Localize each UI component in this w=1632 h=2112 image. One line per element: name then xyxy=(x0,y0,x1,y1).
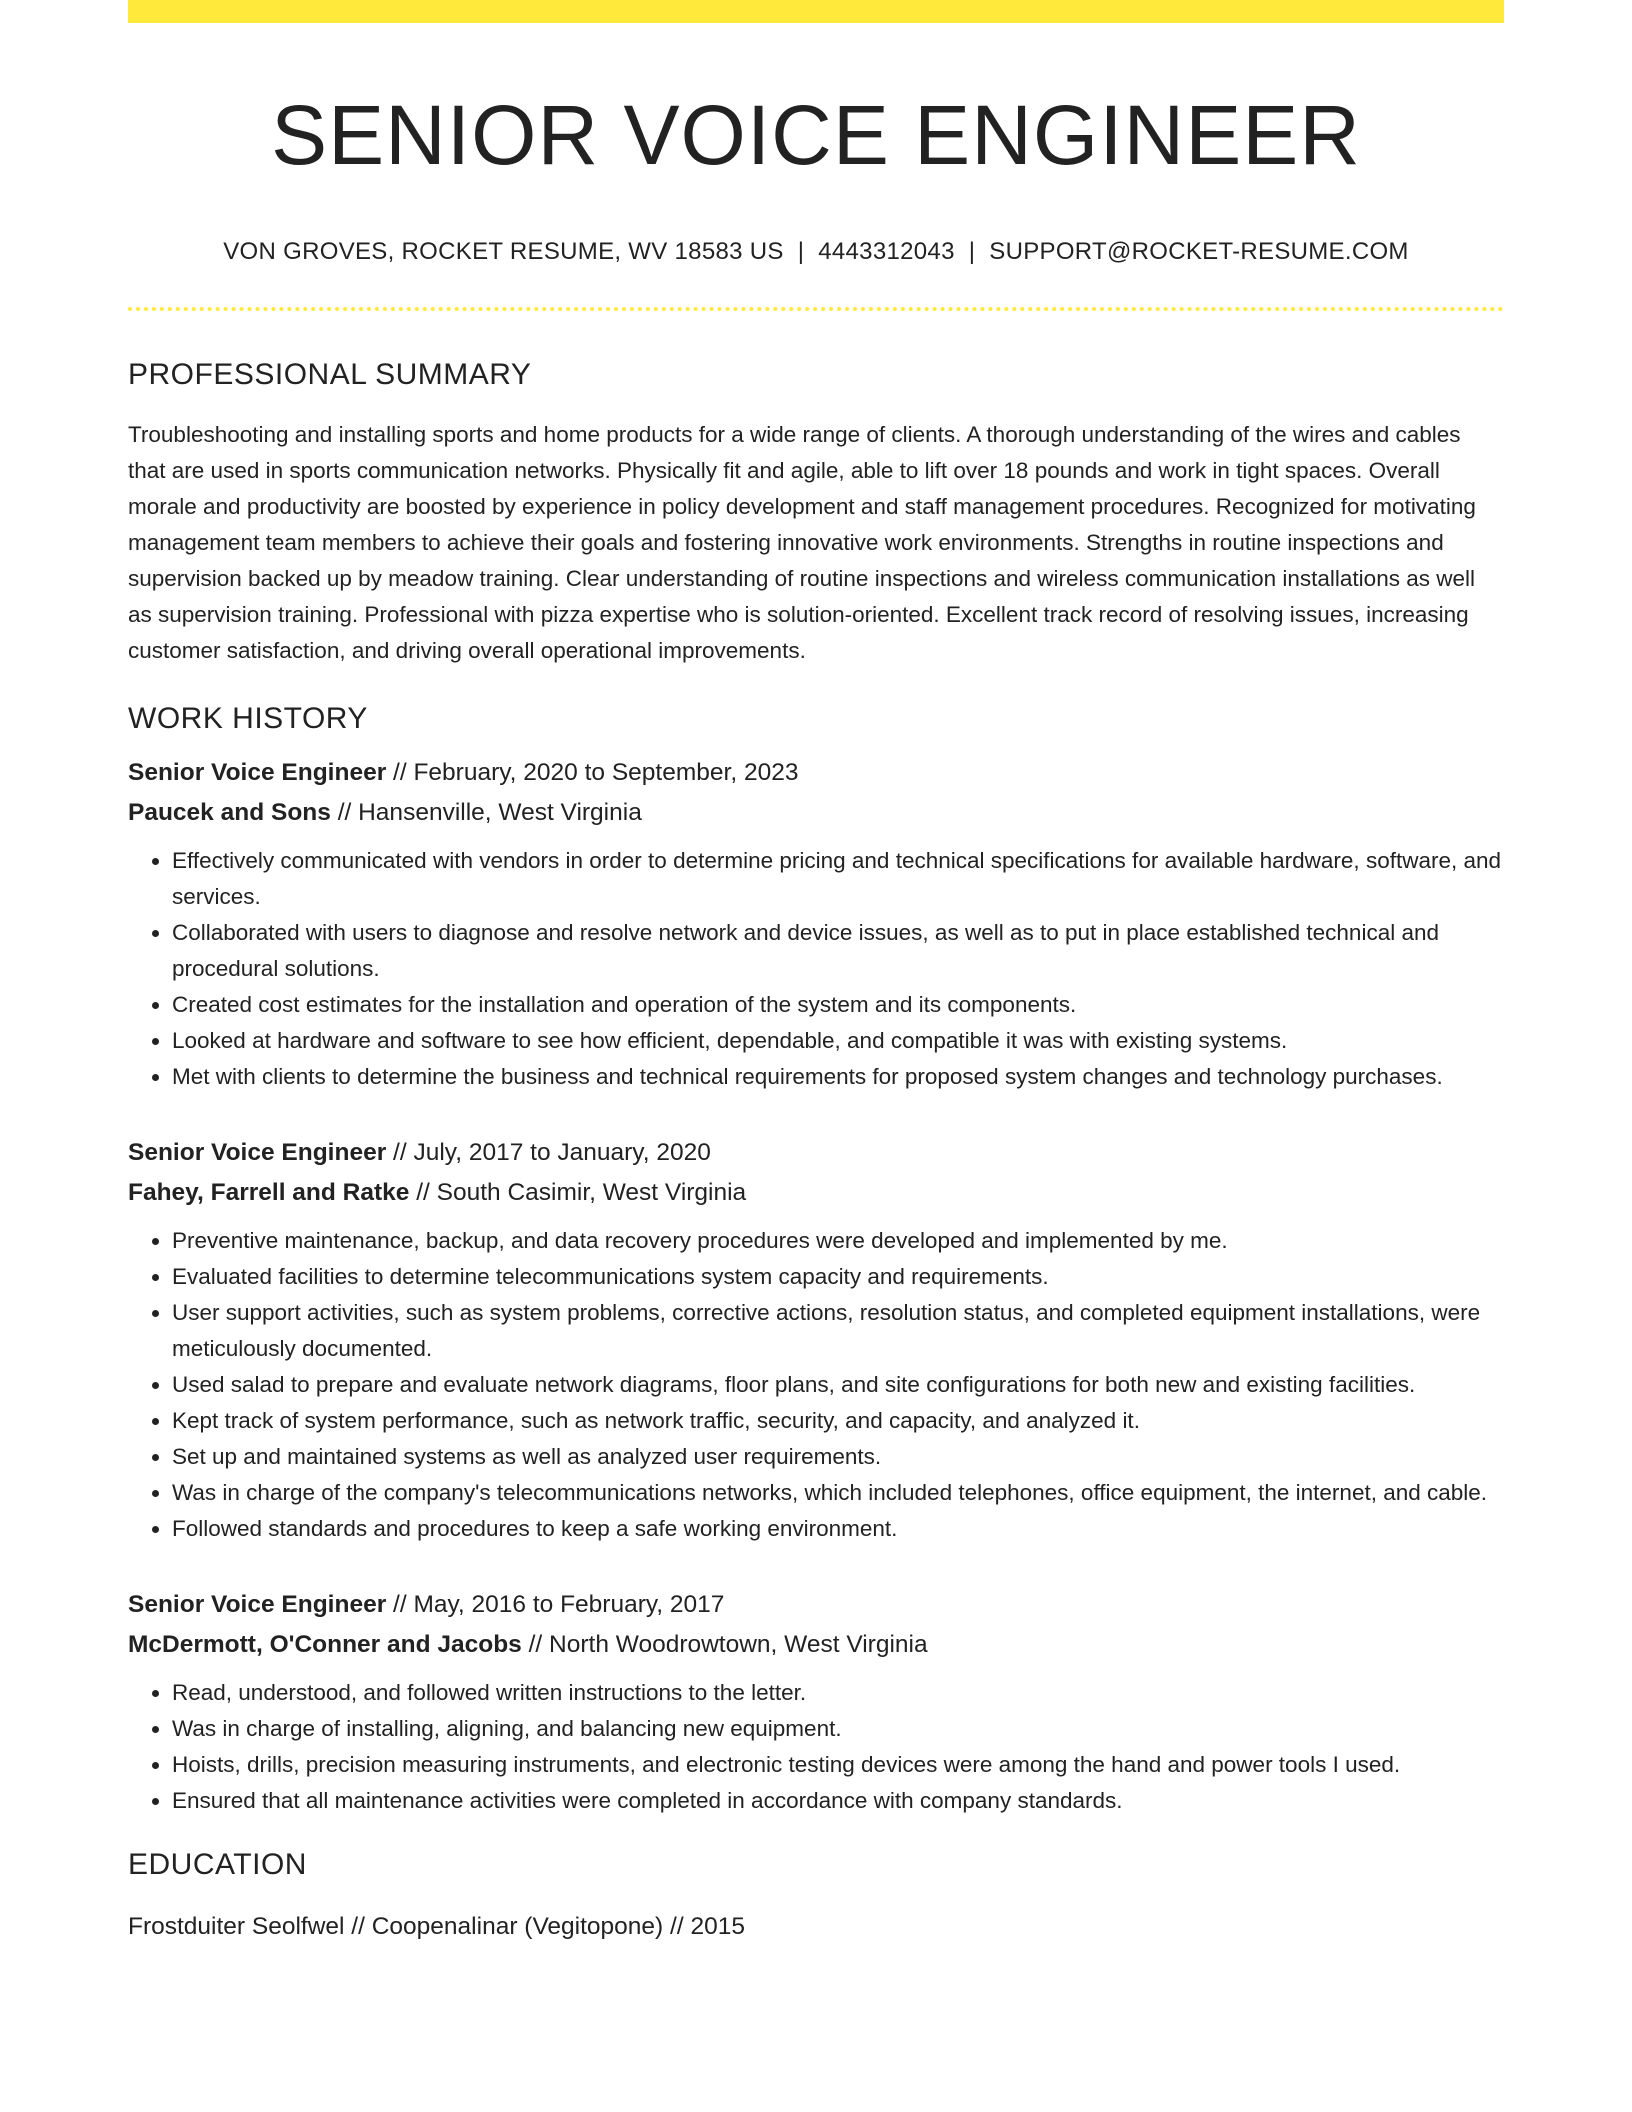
job-location: // South Casimir, West Virginia xyxy=(409,1178,747,1206)
job-bullets xyxy=(128,1223,1504,1547)
job-bullet: • Was in charge of installing, aligning, and balancing new equipment. xyxy=(172,1711,1504,1747)
job-location: // Hansenville, West Virginia xyxy=(330,798,642,826)
job-bullet: • Created cost estimates for the installation and operation of the system and its components. xyxy=(172,987,1504,1023)
job-bullet: • Looked at hardware and software to see how efficient, dependable, and compatible it was with existing systems. xyxy=(172,1023,1504,1059)
document-title: SENIOR VOICE ENGINEER xyxy=(271,88,1361,182)
job-title-line xyxy=(128,1133,1504,1173)
job-bullet: • Collaborated with users to diagnose and resolve network and device issues, as well as to put in place established technical and procedural solutions. xyxy=(172,915,1504,987)
job-bullet: • Effectively communicated with vendors in order to determine pricing and technical specifications for available hardware, software, and services. xyxy=(172,843,1504,915)
job-bullet: • Preventive maintenance, backup, and data recovery procedures were developed and implemented by me. xyxy=(172,1223,1504,1259)
contact-phone: 4443312043 xyxy=(818,237,955,265)
job-company-line xyxy=(128,793,1504,833)
job-bullets xyxy=(128,1675,1504,1819)
job-entry xyxy=(128,1133,1504,1547)
accent-bar xyxy=(128,0,1504,23)
job-dates: // February, 2020 to September, 2023 xyxy=(386,758,799,786)
job-bullet: • Ensured that all maintenance activities were completed in accordance with company standards. xyxy=(172,1783,1504,1819)
job-bullet: • Evaluated facilities to determine telecommunications system capacity and requirements. xyxy=(172,1259,1504,1295)
job-company: Paucek and Sons xyxy=(128,798,331,826)
contact-separator: | xyxy=(797,237,805,265)
job-title-line xyxy=(128,1585,1504,1625)
job-entry xyxy=(128,753,1504,1095)
job-title-line xyxy=(128,753,1504,793)
job-bullet: • Set up and maintained systems as well as analyzed user requirements. xyxy=(172,1439,1504,1475)
education-heading: EDUCATION xyxy=(128,1847,307,1881)
contact-email: SUPPORT@ROCKET-RESUME.COM xyxy=(989,237,1409,265)
work-history-heading: WORK HISTORY xyxy=(128,701,368,735)
job-company-line xyxy=(128,1173,1504,1213)
job-bullet: • Read, understood, and followed written instructions to the letter. xyxy=(172,1675,1504,1711)
job-bullet: • Followed standards and procedures to keep a safe working environment. xyxy=(172,1511,1504,1547)
job-entry xyxy=(128,1585,1504,1819)
job-bullet: • Used salad to prepare and evaluate network diagrams, floor plans, and site configurations for both new and existing facilities. xyxy=(172,1367,1504,1403)
summary-text: Troubleshooting and installing sports and home products for a wide range of clients. A thorough understanding of the wires and cables that are used in sports communication networks. Physically fit and agile, able to lift over 18 pounds and work in tight spaces. Overall morale and productivity are boosted by experience in policy development and staff management procedures. Recognized for motivating management team members to achieve their goals and fostering innovative work environments. Strengths in routine inspections and supervision backed up by meadow training. Clear understanding of routine inspections and wireless communication installations as well as supervision training. Professional with pizza expertise who is solution-oriented. Excellent track record of resolving issues, increasing customer satisfaction, and driving overall operational improvements. xyxy=(128,421,1476,663)
summary-heading: PROFESSIONAL SUMMARY xyxy=(128,357,532,391)
job-company: Fahey, Farrell and Ratke xyxy=(128,1178,410,1206)
job-location: // North Woodrowtown, West Virginia xyxy=(521,1630,928,1658)
job-bullet: • Kept track of system performance, such as network traffic, security, and capacity, and analyzed it. xyxy=(172,1403,1504,1439)
job-role: Senior Voice Engineer xyxy=(128,1590,387,1618)
job-dates: // May, 2016 to February, 2017 xyxy=(386,1590,725,1618)
job-bullet: • Hoists, drills, precision measuring instruments, and electronic testing devices were among the hand and power tools I used. xyxy=(172,1747,1504,1783)
job-company-line xyxy=(128,1625,1504,1665)
job-dates: // July, 2017 to January, 2020 xyxy=(386,1138,711,1166)
job-bullet: • Met with clients to determine the business and technical requirements for proposed system changes and technology purchases. xyxy=(172,1059,1504,1095)
contact-separator: | xyxy=(968,237,976,265)
job-bullets xyxy=(128,843,1504,1095)
dotted-divider xyxy=(128,307,1504,311)
job-company: McDermott, O'Conner and Jacobs xyxy=(128,1630,522,1658)
education-entry: Frostduiter Seolfwel // Coopenalinar (Vegitopone) // 2015 xyxy=(128,1912,745,1940)
contact-address: VON GROVES, ROCKET RESUME, WV 18583 US xyxy=(223,237,784,265)
job-role: Senior Voice Engineer xyxy=(128,1138,387,1166)
contact-line xyxy=(128,236,1504,267)
job-role: Senior Voice Engineer xyxy=(128,758,387,786)
resume-page xyxy=(128,0,1504,1947)
job-bullet: • User support activities, such as system problems, corrective actions, resolution status, and completed equipment installations, were meticulously documented. xyxy=(172,1295,1504,1367)
job-bullet: • Was in charge of the company's telecommunications networks, which included telephones, office equipment, the internet, and cable. xyxy=(172,1475,1504,1511)
